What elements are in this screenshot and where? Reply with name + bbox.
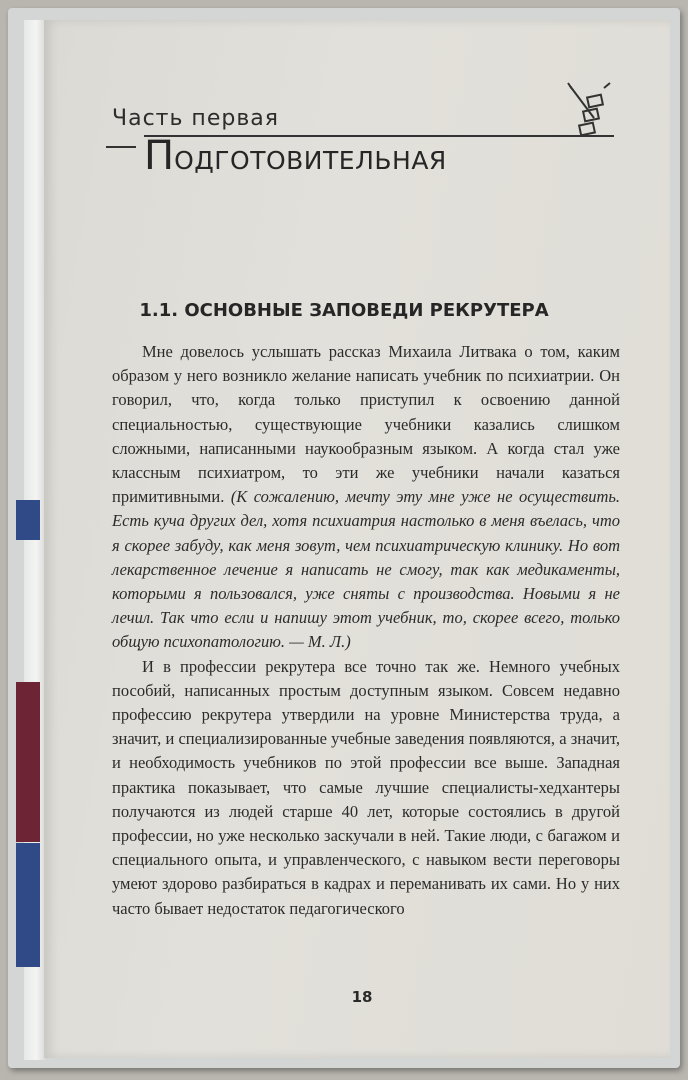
part-left-rule xyxy=(106,146,136,148)
part-title xyxy=(144,133,447,179)
cover-stripe-maroon xyxy=(16,682,40,842)
part-title-initial: П xyxy=(144,133,175,179)
paragraph-1-text: Мне довелось услышать рассказ Михаила Литвака о том, каким образом у него возникло желание написать учебник по психиатрии. Он говорил, что, когда только приступил к освоению данной специальностью, существующие учебники казались слишком сложными, написанными наукообразным языком. А когда стал уже классным психиатром, то эти же учебники начали казаться примитивными. xyxy=(112,342,620,507)
body-text xyxy=(112,340,620,921)
book-page xyxy=(44,20,670,1058)
part-label: Часть первая xyxy=(112,106,279,131)
section-heading: 1.1. ОСНОВНЫЕ ЗАПОВЕДИ РЕКРУТЕРА xyxy=(139,300,549,321)
page-number: 18 xyxy=(351,988,373,1006)
paragraph-2 xyxy=(112,655,620,921)
paragraph-1 xyxy=(112,340,620,655)
paragraph-2-text: И в профессии рекрутера все точно так же. Немного учебных пособий, написанных простым доступным языком. Совсем недавно профессию рекрутера утвердили на уровне Министерства труда, а значит, и специализированные учебные заведения появляются, а значит, и необходимость учебников по этой профессии все выше. Западная практика показывает, что самые лучшие специалисты-хедхантеры получаются из людей старше 40 лет, которые состоялись в другой профессии, но уже несколько заскучали в ней. Такие люди, с багажом и специального опыта, и управленческого, с навыком вести переговоры умеют здорово разбираться в кадрах и переманивать их сами. Но у них часто бывает недостаток педагогического xyxy=(112,656,620,918)
part-title-rest: ОДГОТОВИТЕЛЬНАЯ xyxy=(174,146,447,175)
checklist-pencil-icon xyxy=(564,80,616,142)
paragraph-1-author-note: (К сожалению, мечту эту мне уже не осуществить. Есть куча других дел, хотя психиатрия настолько в меня въелась, что я скорее забуду, как меня зовут, чем психиатрическую клинику. Но вот лекарственное лечение я написать не смогу, так как медикаменты, которыми я пользовался, уже сняты с производства. Новыми я не лечил. Так что если и напишу этот учебник, то, скорее всего, только общую психопатологию. — М. Л.) xyxy=(112,487,620,652)
cover-stripe-blue-top xyxy=(16,500,40,540)
cover-stripe-blue-bottom xyxy=(16,843,40,967)
